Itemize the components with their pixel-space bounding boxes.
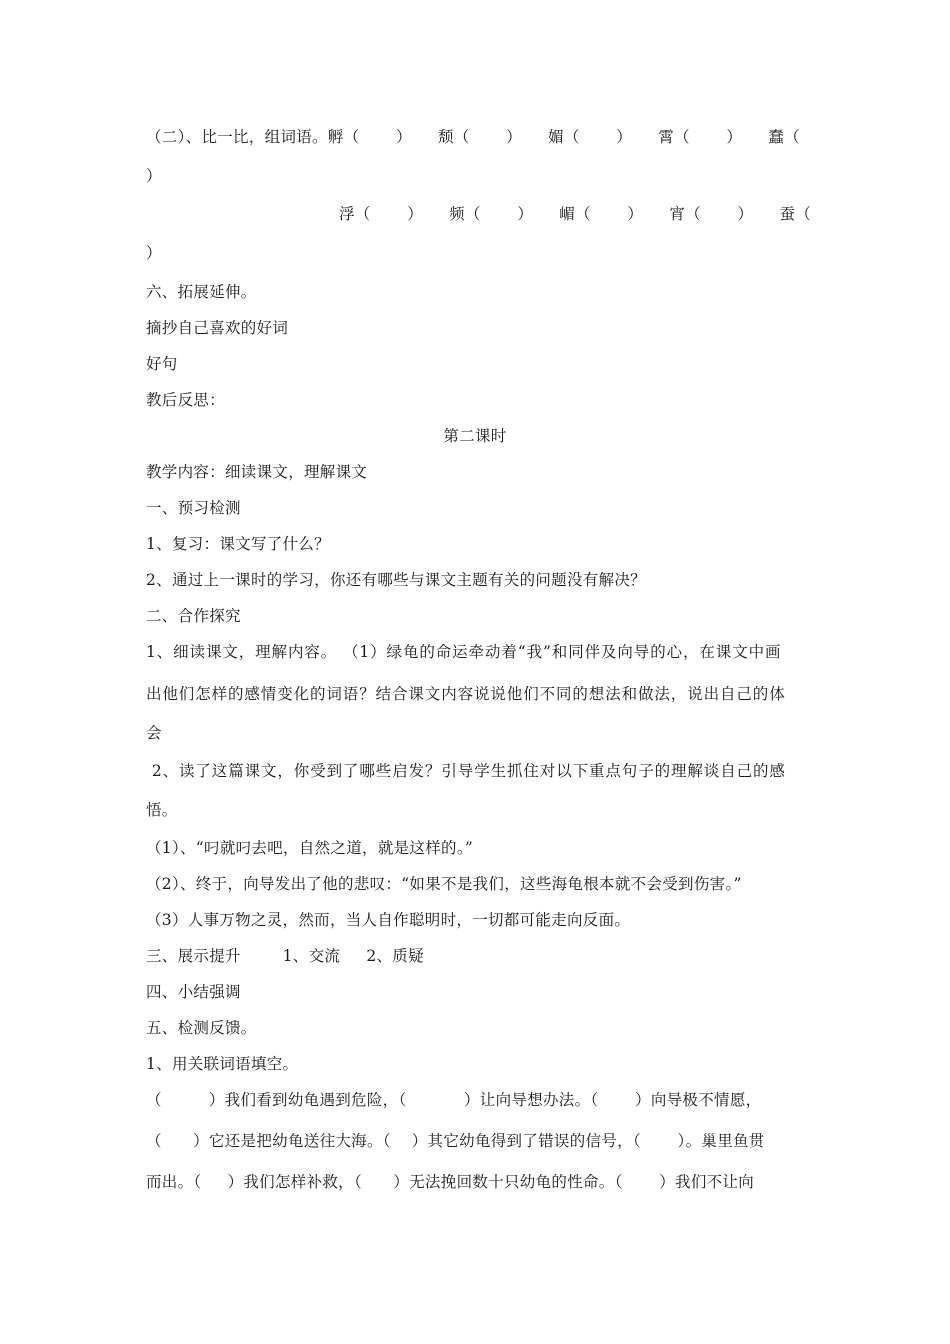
section-2-paragraph-2-line-1: 2、读了这篇课文，你受到了哪些启发？引导学生抓住对以下重点句子的理解谈自己的感 xyxy=(146,762,786,780)
fill-blank-line-2: （ ）它还是把幼龟送往大海。（ ）其它幼龟得到了错误的信号，（ ）。巢里鱼贯 xyxy=(146,1132,765,1150)
teaching-reflection-label: 教后反思： xyxy=(146,391,226,409)
compare-line-1: （二）、比一比，组词语。孵（ ） 颓（ ） 媚（ ） 霄（ ） 蠢（ xyxy=(146,128,800,146)
compare-line-2-end: ） xyxy=(146,244,162,262)
lesson-2-title: 第二课时 xyxy=(443,427,507,445)
section-6-item-sentences: 好句 xyxy=(146,355,178,373)
teaching-content: 教学内容：细读课文，理解课文 xyxy=(146,463,368,481)
section-2-paragraph-1-line-2: 出他们怎样的感情变化的词语？结合课文内容说说他们不同的想法和做法，说出自己的体 xyxy=(146,685,786,703)
fill-blank-line-1: （ ）我们看到幼龟遇到危险，（ ）让向导想办法。（ ）向导极不情愿， xyxy=(146,1091,762,1109)
section-2-paragraph-1-line-1: 1、细读课文，理解内容。 （1）绿龟的命运牵动着“我”和同伴及向导的心，在课文中画 xyxy=(146,643,782,661)
section-2-quote-3: （3）人事万物之灵，然而，当人自作聪明时，一切都可能走向反面。 xyxy=(146,911,631,929)
section-2-quote-1: （1）、“叼就叼去吧，自然之道，就是这样的。” xyxy=(146,839,474,857)
section-6-item-words: 摘抄自己喜欢的好词 xyxy=(146,319,289,337)
section-1-question-2: 2、通过上一课时的学习，你还有哪些与课文主题有关的问题没有解决？ xyxy=(146,571,646,589)
fill-blank-line-3: 而出。（ ）我们怎样补救，（ ）无法挽回数十只幼龟的性命。（ ）我们不让向 xyxy=(146,1173,755,1191)
section-4-title: 四、小结强调 xyxy=(146,983,241,1001)
section-2-paragraph-2-line-2: 悟。 xyxy=(146,801,178,819)
section-2-paragraph-1-line-3: 会 xyxy=(146,724,162,742)
section-1-title: 一、预习检测 xyxy=(146,499,241,517)
compare-line-2: 浮（ ） 频（ ） 嵋（ ） 宵（ ） 蚕（ xyxy=(339,205,812,223)
compare-line-1-end: ） xyxy=(146,167,162,185)
section-2-title: 二、合作探究 xyxy=(146,607,241,625)
section-5-question-1: 1、用关联词语填空。 xyxy=(146,1055,299,1073)
section-5-title: 五、检测反馈。 xyxy=(146,1019,257,1037)
section-1-question-1: 1、复习：课文写了什么？ xyxy=(146,535,330,553)
section-2-quote-2: （2）、终于，向导发出了他的悲叹：“如果不是我们，这些海龟根本就不会受到伤害。” xyxy=(146,875,742,893)
section-3-title: 三、展示提升 1、交流 2、质疑 xyxy=(146,947,424,965)
section-6-title: 六、拓展延伸。 xyxy=(146,283,257,301)
